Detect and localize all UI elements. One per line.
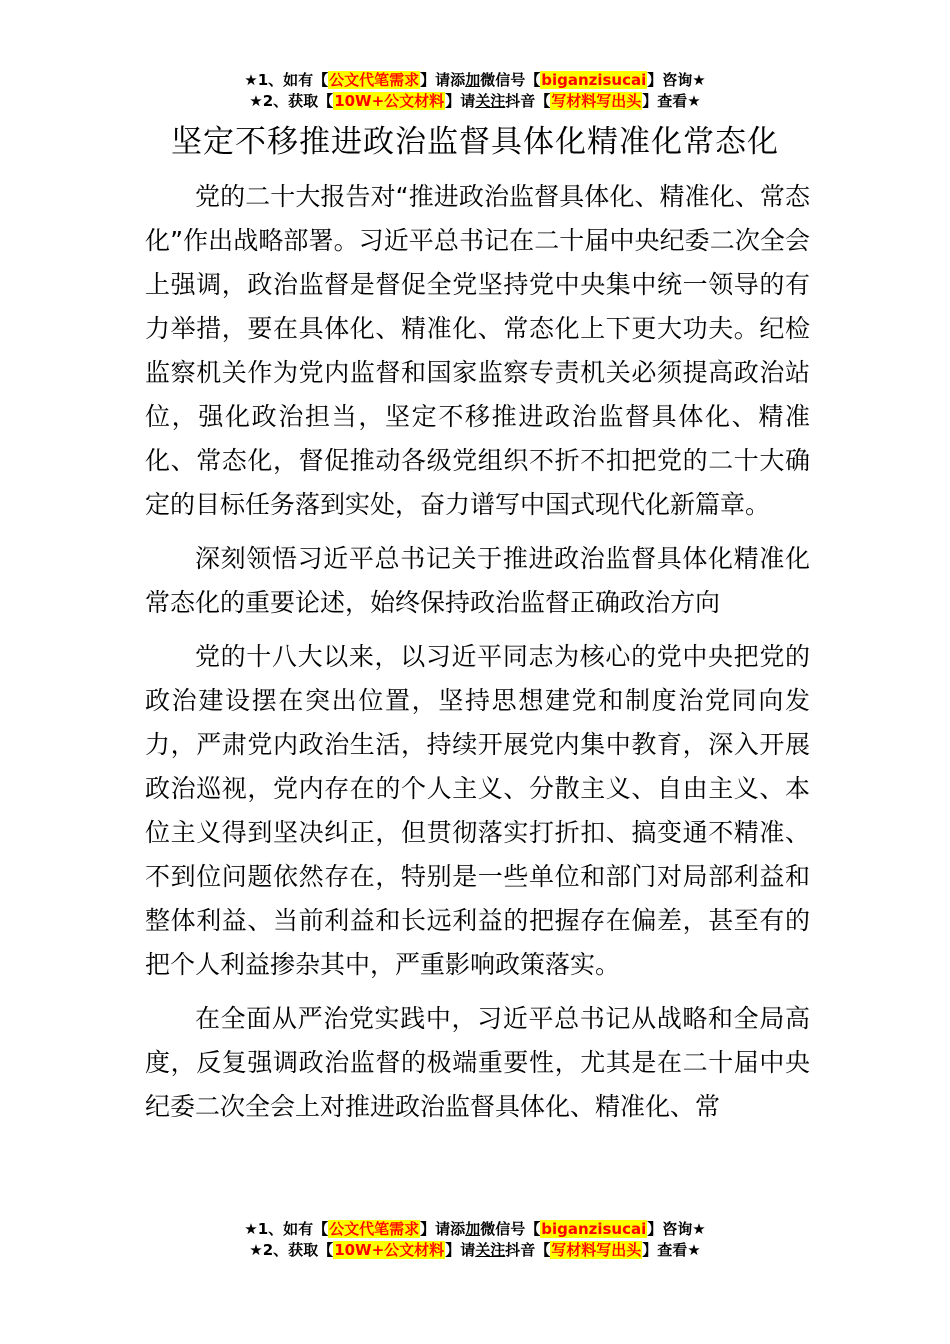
- banner-text: 】请: [445, 1241, 476, 1259]
- paragraph: 党的十八大以来，以习近平同志为核心的党中央把党的政治建设摆在突出位置，坚持思想建党和制度治党同向发力，严肃党内政治生活，持续开展党内集中教育，深入开展政治巡视，党内存在的个人主义、分散主义、自由主义、本位主义得到坚决纠正，但贯彻落实打折扣、搞变通不精准、不到位问题依然存在，特别是一些单位和部门对局部利益和整体利益、当前利益和长远利益的把握存在偏差，甚至有的把个人利益掺杂其中，严重影响政策落实。: [145, 642, 810, 979]
- highlight-text: 10W+公文材料: [334, 1241, 445, 1259]
- banner-text: 】咨询★: [647, 1220, 706, 1238]
- highlight-text: 公文代笔需求: [329, 1220, 420, 1238]
- douyin-account: 写材料写出头: [551, 1241, 642, 1259]
- document-title: 坚定不移推进政治监督具体化精准化常态化: [171, 124, 779, 160]
- banner-text: ★2、获取【: [249, 1241, 334, 1259]
- banner-line-1: [0, 70, 950, 91]
- wechat-id: biganzisucai: [541, 1220, 647, 1238]
- highlight-text: 公文代笔需求: [329, 71, 420, 89]
- banner-text: 】查看★: [642, 1241, 701, 1259]
- banner-text: 】请添: [420, 1220, 466, 1238]
- paragraph: 党的二十大报告对“推进政治监督具体化、精准化、常态化”作出战略部署。习近平总书记在二十届中央纪委二次全会上强调，政治监督是督促全党坚持党中央集中统一领导的有力举措，要在具体化、精准化、常态化上下更大功夫。纪检监察机关作为党内监督和国家监察专责机关必须提高政治站位，强化政治担当，坚定不移推进政治监督具体化、精准化、常态化，督促推动各级党组织不折不扣把党的二十大确定的目标任务落到实处，奋力谱写中国式现代化新篇章。: [145, 182, 810, 519]
- underlined-text: 关注: [475, 92, 506, 110]
- underlined-text: 加: [465, 71, 481, 89]
- banner-text: 】请添: [420, 71, 466, 89]
- footer-banner: [0, 1219, 950, 1261]
- banner-text: ★1、如有【: [244, 1220, 329, 1238]
- section-heading: 深刻领悟习近平总书记关于推进政治监督具体化精准化常态化的重要论述，始终保持政治监督正确政治方向: [145, 544, 810, 617]
- banner-text: 抖音【: [505, 1241, 551, 1259]
- highlight-text: 10W+公文材料: [334, 92, 445, 110]
- underlined-text: 关注: [475, 1241, 506, 1259]
- banner-line-2: [0, 91, 950, 112]
- banner-line-2: [0, 1240, 950, 1261]
- wechat-id: biganzisucai: [541, 71, 647, 89]
- paragraph: 在全面从严治党实践中，习近平总书记从战略和全局高度，反复强调政治监督的极端重要性，尤其是在二十届中央纪委二次全会上对推进政治监督具体化、精准化、常: [145, 1004, 810, 1121]
- header-banner: [0, 70, 950, 112]
- banner-text: 】查看★: [642, 92, 701, 110]
- banner-text: ★1、如有【: [244, 71, 329, 89]
- banner-text: 】咨询★: [647, 71, 706, 89]
- banner-text: 微信号【: [480, 1220, 541, 1238]
- banner-line-1: [0, 1219, 950, 1240]
- douyin-account: 写材料写出头: [551, 92, 642, 110]
- banner-text: ★2、获取【: [249, 92, 334, 110]
- banner-text: 微信号【: [480, 71, 541, 89]
- document-body: [145, 175, 810, 1139]
- underlined-text: 加: [465, 1220, 481, 1238]
- banner-text: 】请: [445, 92, 476, 110]
- banner-text: 抖音【: [505, 92, 551, 110]
